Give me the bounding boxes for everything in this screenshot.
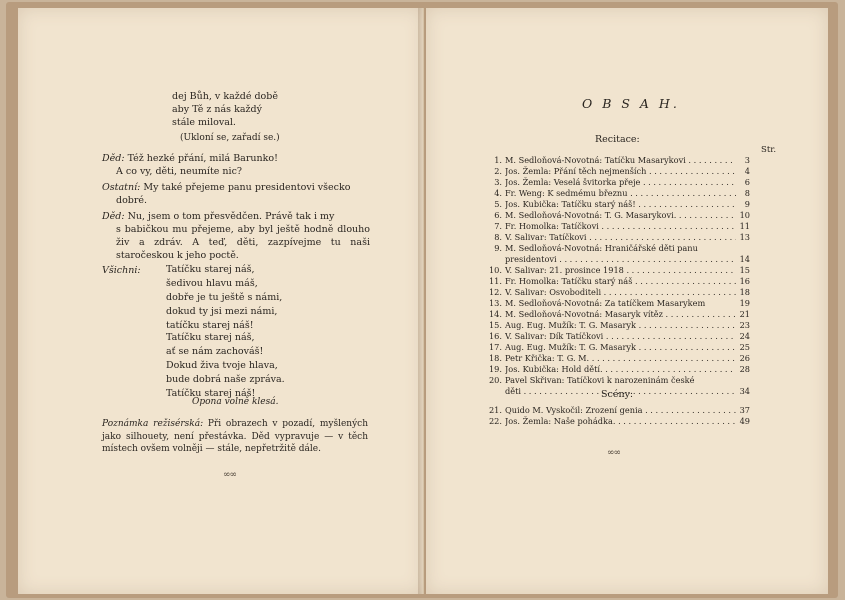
- toc-row: 3. Jos. Žemla: Veselá švitorka přeje . . . 6: [484, 177, 750, 188]
- toc-row: 19. Jos. Kubička: Hold dětí. . . . 28: [484, 364, 750, 375]
- song-stanza-2: [166, 331, 285, 401]
- page-title: O B S A H.: [582, 96, 680, 111]
- toc-row: 16. V. Salivar: Dík Tatíčkovi . . . 24: [484, 331, 750, 342]
- toc-row: 5. Jos. Kubička: Tatíčku starý náš! . . . 9: [484, 199, 750, 210]
- toc-row: 18. Petr Křička: T. G. M. . . . 26: [484, 353, 750, 364]
- song-line: šedivou hlavu máš,: [166, 278, 258, 289]
- scenes-list: [484, 405, 750, 427]
- song-line: dokud ty jsi mezi námi,: [166, 306, 278, 317]
- page-column-label: Str.: [761, 145, 777, 155]
- toc-row: 4. Fr. Weng: K sedmému březnu . . . 8: [484, 188, 750, 199]
- song-stanza-1: [166, 263, 282, 333]
- remark-text: Při obrazech v pozadí, myšlených jako silhouety, není přestávka. Děd vypravuje — v těch místech ovšem volněji — stále, nepřetržitě dále.: [102, 419, 368, 454]
- toc-row: 10. V. Salivar: 21. prosince 1918 . . . 15: [484, 265, 750, 276]
- song-line: ať se nám zachováš!: [166, 346, 264, 357]
- toc-row: 12. V. Salivar: Osvoboditeli . . . 18: [484, 287, 750, 298]
- toc-row: 15. Aug. Eug. Mužík: T. G. Masaryk . . . 23: [484, 320, 750, 331]
- speech-grandfather-2: [102, 210, 370, 262]
- speech-text: My také přejeme panu presidentovi všecko: [143, 182, 351, 193]
- toc-row: 17. Aug. Eug. Mužík: T. G. Masaryk . . . 25: [484, 342, 750, 353]
- speech-grandfather-1: [102, 152, 370, 178]
- toc-row: 21. Quido M. Vyskočil: Zrození genia . . . 37: [484, 405, 750, 416]
- speech-others: [102, 181, 370, 207]
- song-line: Tatíčku starej náš,: [166, 332, 255, 343]
- song-line: tatíčku starej náš!: [166, 320, 254, 331]
- verse-line: aby Tě z nás každý: [172, 104, 262, 115]
- toc-row: 13. M. Sedloňová-Novotná: Za tatíčkem Masarykem 19: [488, 298, 750, 308]
- speaker-label: Ostatní:: [102, 182, 141, 193]
- director-remark: [102, 418, 368, 456]
- verse-line: stále miloval.: [172, 117, 236, 128]
- recitations-list: [484, 155, 750, 397]
- speaker-label: Děd:: [102, 153, 125, 164]
- toc-row: 7. Fr. Homolka: Tatíčkovi . . . 11: [484, 221, 750, 232]
- song-line: Tatíčku starej náš,: [166, 264, 255, 275]
- speech-continuation: s babičkou mu přejeme, aby byl ještě hodně dlouho živ a zdráv. A teď, děti, zazpívejme tu naši staročeskou k jeho poctě.: [116, 224, 370, 261]
- ornament-icon: ∞∞: [607, 448, 620, 458]
- speech-continuation: dobré.: [116, 195, 148, 206]
- remark-label: Poznámka režisérská:: [102, 419, 204, 429]
- toc-row: 11. Fr. Homolka: Tatíčku starý náš . . . 16: [484, 276, 750, 287]
- toc-row: 6. M. Sedloňová-Novotná: T. G. Masarykovi. . . . 10: [484, 210, 750, 221]
- speaker-label: Děd:: [102, 211, 125, 222]
- scenes-heading: Scény:: [601, 389, 634, 400]
- curtain-note: Opona volně klesá.: [192, 397, 279, 407]
- toc-row: 22. Jos. Žemla: Naše pohádka. . . . 49: [484, 416, 750, 427]
- verse-line: dej Bůh, v každé době: [172, 91, 278, 102]
- ornament-icon: ∞∞: [223, 470, 236, 480]
- chorus-speaker: Všichni:: [102, 265, 141, 276]
- toc-row: 1. M. Sedloňová-Novotná: Tatíčku Masarykovi . . . 3: [484, 155, 750, 166]
- toc-row: 14. M. Sedloňová-Novotná: Masaryk vítěz . . . 21: [484, 309, 750, 320]
- speech-continuation: A co vy, děti, neumíte nic?: [116, 166, 242, 177]
- song-line: dobře je tu ještě s námi,: [166, 292, 283, 303]
- toc-row: děti . . . 34: [484, 386, 750, 397]
- toc-row: 2. Jos. Žemla: Přání těch nejmenších . . . 4: [484, 166, 750, 177]
- song-line: Dokud živa tvoje hlava,: [166, 360, 278, 371]
- toc-row: 8. V. Salivar: Tatíčkovi . . . 13: [484, 232, 750, 243]
- recitations-heading: Recitace:: [595, 134, 640, 145]
- toc-row: 20. Pavel Skřivan: Tatíčkovi k narozeninám české: [488, 375, 695, 385]
- stage-direction: (Ukloní se, zařadí se.): [180, 133, 280, 143]
- toc-row: 9. M. Sedloňová-Novotná: Hraničářské děti panu: [494, 243, 698, 253]
- toc-row: presidentovi . . . 14: [484, 254, 750, 265]
- song-line: bude dobrá naše zpráva.: [166, 374, 285, 385]
- speech-text: Nu, jsem o tom přesvědčen. Právě tak i my: [127, 211, 335, 222]
- speech-text: Též hezké přání, milá Barunko!: [127, 153, 278, 164]
- verse-lines: [172, 90, 342, 129]
- song-line: Tatíčku starej náš!: [166, 388, 256, 399]
